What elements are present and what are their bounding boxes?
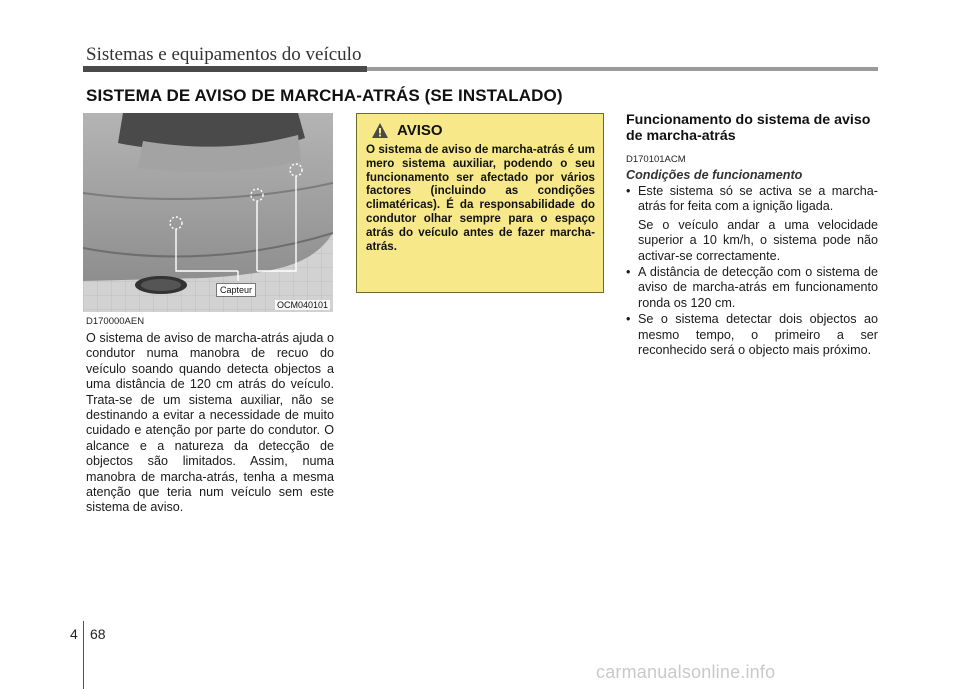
conditions-list — [626, 184, 878, 358]
figure-code: OCM040101 — [276, 300, 328, 310]
list-item — [626, 265, 878, 311]
warning-text: O sistema de aviso de marcha-atrás é um mero sistema auxiliar, podendo o seu funcionamento ser afectado por vários factores (incluindo as condições climatéricas). É da responsabilidade do condutor olhar sempre para o espaço atrás do veículo antes de fazer marcha-atrás. — [366, 143, 595, 253]
list-item-extra: Se o veículo andar a uma velocidade superior a 10 km/h, o sistema pode não activar-se correctamente. — [638, 217, 878, 263]
right-code: D170101ACM — [626, 154, 686, 165]
warning-triangle-icon — [371, 122, 389, 139]
footer-page-number: 68 — [90, 626, 106, 642]
right-subtitle: Condições de funcionamento — [626, 168, 803, 182]
watermark: carmanualsonline.info — [596, 662, 776, 682]
bullet-dot-icon: • — [626, 265, 631, 280]
sensor-figure — [83, 113, 333, 312]
list-item-text: Se o sistema detectar dois objectos ao mesmo tempo, o primeiro a ser reconhecido será o objecto mais próximo. — [638, 312, 878, 358]
section-title: SISTEMA DE AVISO DE MARCHA-ATRÁS (SE INSTALADO) — [86, 86, 563, 105]
warning-header — [371, 122, 595, 139]
right-column — [626, 112, 878, 359]
list-item — [626, 184, 878, 264]
figure-label: Capteur — [216, 283, 256, 297]
warning-box — [356, 113, 604, 293]
bullet-dot-icon: • — [626, 184, 631, 198]
left-code: D170000AEN — [86, 316, 145, 327]
list-item-text: A distância de detecção com o sistema de aviso de marcha-atrás em funcionamento ronda os 120 cm. — [638, 265, 878, 310]
left-body-text: O sistema de aviso de marcha-atrás ajuda o condutor numa manobra de recuo do veículo soando quando detecta objectos a uma distância de 120 cm atrás do veículo. Trata-se de um sistema auxiliar, não se destinando a evitar a necessidade de muito cuidado e atenção por parte do condutor. O alcance e a natureza da detecção de objectos são limitados. Assim, numa manobra de marcha-atrás, tenha a mesma atenção que teria num veículo sem este sistema de aviso. — [86, 331, 334, 515]
bullet-dot-icon: • — [626, 312, 631, 327]
list-item-text: Este sistema só se activa se a marcha-atrás for feita com a ignição ligada. — [638, 184, 878, 214]
list-item — [626, 312, 878, 358]
footer-divider — [83, 621, 84, 689]
footer-chapter: 4 — [70, 626, 78, 642]
car-rear-illustration — [83, 113, 333, 312]
header-rule — [83, 67, 878, 71]
warning-title: AVISO — [397, 122, 443, 139]
right-title: Funcionamento do sistema de aviso de marcha-atrás — [626, 112, 871, 144]
header-title: Sistemas e equipamentos do veículo — [86, 44, 362, 65]
